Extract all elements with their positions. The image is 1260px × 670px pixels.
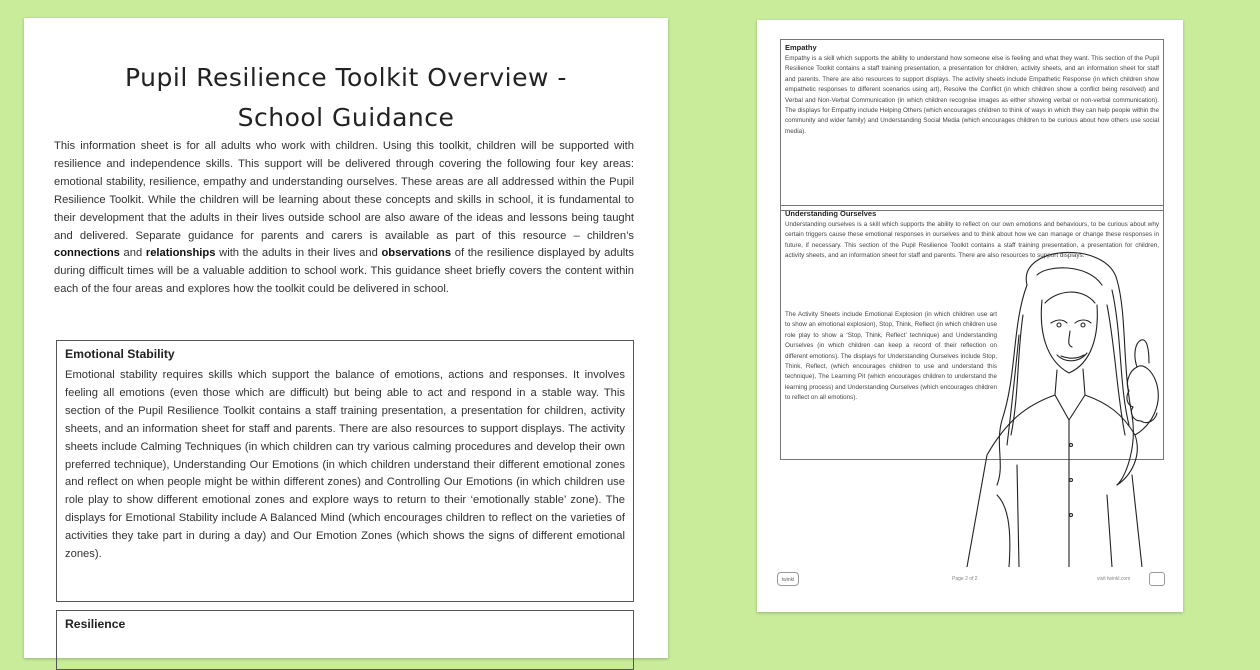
intro-paragraph <box>54 138 634 299</box>
emotional-stability-heading: Emotional Stability <box>65 347 175 361</box>
resilience-section <box>56 610 634 670</box>
intro-bold-relationships: relationships <box>145 247 216 260</box>
document-page-2 <box>757 20 1183 612</box>
footer-url: visit twinkl.com <box>1097 576 1131 582</box>
empathy-body: Empathy is a skill which supports the ability to understand how someone else is feeling and what they want. This section of the Pupil Resilience Toolkit contains a staff training presentation, a presentation for children, activity sheets, and an information sheet for staff and parents. There are also resources to support displays. The activity sheets include Empathetic Response (in which children show empathetic responses to different scenarios using art), Resolve the Conflict (in which children show a conflict being resolved) and Verbal and Non-Verbal Communication (in which children recognise images as either showing verbal or non-verbal communication). The displays for Empathy include Helping Others (which encourages children to think of ways in which they can help people within the community and wider family) and Understanding Social Media (which encourages children to be curious about how others use social media). <box>785 55 1159 135</box>
page-number: Page 2 of 2 <box>952 576 978 582</box>
twinkl-logo-right <box>1149 572 1165 586</box>
title-line-1: Pupil Resilience Toolkit Overview - <box>125 63 567 92</box>
understanding-ourselves-body-continued: The Activity Sheets include Emotional Explosion (in which children use art to show an emotional explosion), Stop, Think, Reflect (in which children use role play to show a ‘Stop, Think, Reflect’ technique) and Understanding Ourselves (in which children can keep a record of their reflection on different emotions). The displays for Understanding Ourselves include Stop, Think, Reflect, (which encourages children to use and understand this technique), The Learning Pit (which encourages children to understand the learning process) and Understanding Ourselves (which encourages children to reflect on all emotions). <box>785 311 997 402</box>
twinkl-logo-left: twinkl <box>777 572 799 586</box>
understanding-ourselves-body: Understanding ourselves is a skill which supports the ability to reflect on our own emotions and behaviours, to be curious about why certain triggers cause these emotional responses in ourselves and to think about how we can manage or change these responses in future, if necessary. This section of the Pupil Resilience Toolkit contains a staff training presentation, a presentation for children, activity sheets, and an information sheet for staff and parents. There are also resources to support displays. <box>785 221 1159 260</box>
intro-bold-observations: observations <box>381 247 452 260</box>
emotional-stability-body: Emotional stability requires skills which support the balance of emotions, actions and responses. It involves feeling all emotions (even those which are difficult) but being able to act and respond in a stable way. This section of the Pupil Resilience Toolkit contains a staff training presentation, a presentation for children, activity sheets, and an information sheet for staff and parents. There are also resources to support displays. The activity sheets include Calming Techniques (in which children can try various calming procedures and develop their own preferred technique), Understanding Our Emotions (in which children understand their different emotional zones and reflect on when people might be within different zones) and Controlling Our Emotions (in which children use role play to show different emotional zones and explore ways to return to their ‘emotionally stable’ zone). The displays for Emotional Stability include A Balanced Mind (which encourages children to reflect on the varieties of activities they take part in during a day) and Our Emotion Zones (which shows the signs of different emotional zones). <box>65 369 625 561</box>
document-page-1 <box>24 18 668 658</box>
empathy-section <box>780 39 1164 211</box>
resilience-heading: Resilience <box>65 617 126 631</box>
intro-text-2: and <box>119 247 146 260</box>
intro-bold-connections: connections <box>54 247 120 260</box>
emotional-stability-section <box>56 340 634 602</box>
girl-thumbs-up-illustration <box>957 245 1177 567</box>
title-line-2: School Guidance <box>237 103 455 132</box>
intro-text-3: with the adults in their lives and <box>215 247 382 260</box>
understanding-ourselves-heading: Understanding Ourselves <box>785 209 877 218</box>
intro-text-4: of the resilience displayed by adults during difficult times will be a valuable addition to school work. This guidance sheet briefly covers the content within each of the four areas and explores how the toolkit could be delivered in school. <box>54 247 634 296</box>
empathy-heading: Empathy <box>785 43 817 52</box>
page-title <box>24 58 668 138</box>
intro-text-1: This information sheet is for all adults who work with children. Using this toolkit, children will be supported with resilience and independence skills. This support will be delivered through covering the following four key areas: emotional stability, resilience, empathy and understanding ourselves. These areas are all addressed within the Pupil Resilience Toolkit. While the children will be learning about these concepts and skills in school, it is fundamental to their development that the adults in their lives outside school are also aware of the ideas and lessons being taught and delivered. Separate guidance for parents and carers is available as part of this resource – children’s <box>54 140 634 242</box>
